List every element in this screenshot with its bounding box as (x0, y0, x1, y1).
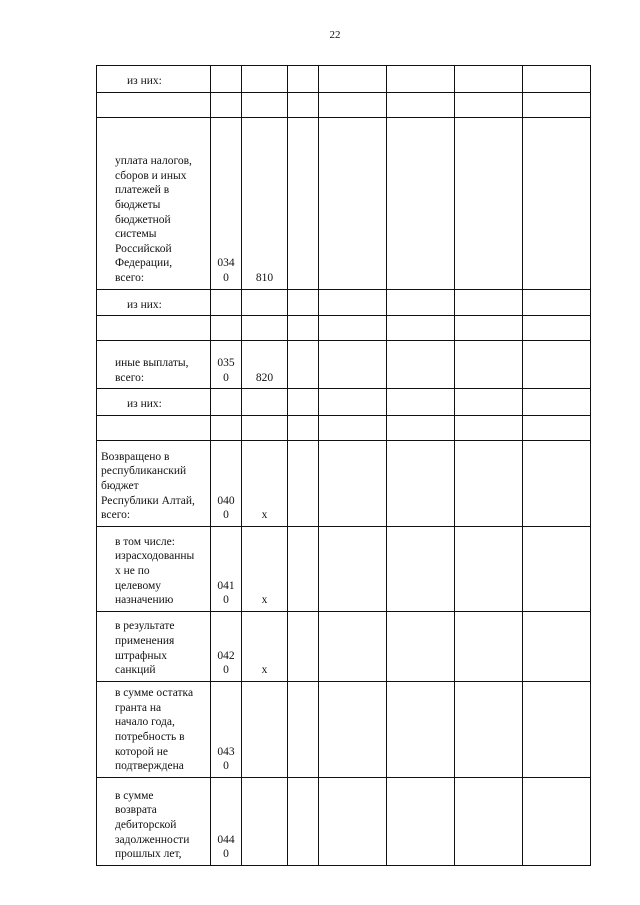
table-row (97, 415, 591, 440)
row-value-cell (455, 777, 523, 865)
row-code-cell (211, 777, 242, 865)
row-label-line: из них: (127, 75, 162, 87)
row-label-line: которой не (115, 745, 169, 758)
row-value-cell (387, 389, 455, 416)
row-kbk-cell (242, 289, 288, 316)
table-row (97, 289, 591, 316)
row-value-cell (523, 415, 591, 440)
row-label-cell (97, 289, 211, 316)
row-label-line: всего: (101, 509, 131, 522)
row-code-line: 044 (217, 833, 235, 846)
row-label-line: Возвращено в (101, 450, 170, 463)
row-kbk-cell: x (242, 440, 288, 526)
row-code-cell (211, 92, 242, 117)
row-label-line: республиканский (101, 465, 187, 478)
table-row (97, 681, 591, 777)
table-row (97, 389, 591, 416)
row-kbk-cell (242, 681, 288, 777)
row-label-cell (97, 117, 211, 289)
row-value-cell (288, 681, 319, 777)
row-label-line: бюджетной (115, 213, 171, 226)
row-value-cell (523, 681, 591, 777)
row-label-line: всего: (115, 371, 145, 384)
row-code-cell (211, 440, 242, 526)
row-code-line: 042 (217, 649, 235, 662)
row-label-line: из них: (127, 298, 162, 311)
row-code-cell (211, 66, 242, 93)
row-label-line: иные выплаты, (115, 357, 189, 369)
row-value-cell (455, 66, 523, 93)
table-row (97, 117, 591, 289)
row-label-cell (97, 440, 211, 526)
row-code-cell (211, 526, 242, 611)
table-row (97, 316, 591, 341)
row-value-cell (319, 341, 387, 389)
row-label-line: возврата (115, 804, 157, 817)
row-value-cell (319, 289, 387, 316)
row-value-cell (387, 440, 455, 526)
row-value-cell (455, 526, 523, 611)
row-value-cell (523, 526, 591, 611)
row-value-cell (455, 415, 523, 440)
row-value-cell (523, 341, 591, 389)
row-label-cell (97, 66, 211, 93)
row-label-line: Республики Алтай, (101, 494, 195, 507)
row-value-cell (387, 681, 455, 777)
row-kbk-cell (242, 92, 288, 117)
row-code-line: 035 (217, 357, 235, 369)
row-value-cell (455, 117, 523, 289)
row-value-cell (523, 117, 591, 289)
row-value-cell (288, 777, 319, 865)
row-label-cell (97, 777, 211, 865)
row-value-cell (387, 611, 455, 681)
row-label-cell (97, 389, 211, 416)
row-value-cell (455, 389, 523, 416)
row-code-cell (211, 341, 242, 389)
table-row (97, 777, 591, 865)
row-label-line: уплата налогов, (115, 155, 192, 168)
row-value-cell (523, 777, 591, 865)
row-label-line: Российской (115, 242, 172, 255)
row-code-cell (211, 415, 242, 440)
row-kbk-cell (242, 415, 288, 440)
row-value-cell (387, 117, 455, 289)
row-label-line: штрафных (115, 649, 167, 662)
row-code-cell (211, 117, 242, 289)
row-value-cell (288, 92, 319, 117)
row-label-line: потребность в (115, 731, 185, 743)
row-value-cell (288, 66, 319, 93)
row-value-cell (523, 389, 591, 416)
row-label-cell (97, 415, 211, 440)
row-value-cell (288, 316, 319, 341)
row-value-cell (319, 316, 387, 341)
row-kbk-cell (242, 66, 288, 93)
row-value-cell (455, 611, 523, 681)
row-value-cell (319, 440, 387, 526)
table-row (97, 92, 591, 117)
row-code-line: 043 (217, 745, 235, 758)
row-value-cell (288, 389, 319, 416)
row-label-line: израсходованны (115, 550, 195, 563)
row-code-cell (211, 389, 242, 416)
row-value-cell (387, 526, 455, 611)
row-value-cell (319, 92, 387, 117)
row-label-line: сборов и иных (115, 169, 187, 182)
grant-return-table (96, 65, 591, 866)
row-label-cell (97, 341, 211, 389)
row-value-cell (387, 289, 455, 316)
table-row (97, 66, 591, 93)
row-value-cell (523, 92, 591, 117)
row-label-line: Федерации, (115, 257, 173, 270)
row-value-cell (523, 611, 591, 681)
row-kbk-cell (242, 777, 288, 865)
row-code-line: 041 (217, 579, 235, 592)
row-label-cell (97, 681, 211, 777)
row-label-line: системы (115, 228, 157, 241)
row-label-cell (97, 611, 211, 681)
row-value-cell (319, 66, 387, 93)
row-value-cell (455, 440, 523, 526)
row-label-line: в сумме остатка (115, 687, 194, 700)
row-value-cell (288, 341, 319, 389)
row-label-line: целевому (115, 579, 162, 592)
row-value-cell (288, 611, 319, 681)
row-label-line: из них: (127, 398, 162, 411)
row-label-cell (97, 316, 211, 341)
row-value-cell (319, 526, 387, 611)
row-kbk-cell: x (242, 611, 288, 681)
row-code-cell (211, 289, 242, 316)
row-label-line: подтверждена (115, 760, 184, 773)
row-code-line: 0 (223, 509, 229, 522)
row-label-line: санкций (115, 664, 156, 677)
row-label-line: бюджеты (115, 199, 161, 212)
row-value-cell (455, 316, 523, 341)
row-code-line: 0 (223, 664, 229, 677)
row-label-line: х не по (115, 565, 150, 577)
table-row (97, 440, 591, 526)
row-code-line: 0 (223, 371, 229, 384)
row-label-cell (97, 526, 211, 611)
row-label-line: в том числе: (115, 535, 175, 548)
row-kbk-cell (242, 389, 288, 416)
table-row (97, 341, 591, 389)
row-label-line: всего: (115, 272, 145, 284)
row-label-line: дебиторской (115, 819, 177, 831)
row-value-cell (455, 681, 523, 777)
row-kbk-cell (242, 316, 288, 341)
row-value-cell (387, 316, 455, 341)
row-value-cell (387, 415, 455, 440)
row-label-line: платежей в (115, 184, 170, 197)
row-value-cell (288, 526, 319, 611)
row-code-cell (211, 681, 242, 777)
row-code-line: 034 (217, 257, 235, 270)
row-value-cell (455, 92, 523, 117)
row-value-cell (523, 440, 591, 526)
row-label-line: гранта на (115, 701, 162, 714)
row-label-line: применения (115, 635, 175, 647)
row-label-line: начало года, (115, 716, 175, 729)
row-value-cell (387, 66, 455, 93)
row-label-cell (97, 92, 211, 117)
row-code-cell (211, 316, 242, 341)
table-body (97, 66, 591, 866)
row-kbk-cell: 810 (242, 117, 288, 289)
row-value-cell (288, 117, 319, 289)
row-code-line: 0 (223, 272, 229, 284)
row-code-line: 0 (223, 760, 229, 773)
row-value-cell (319, 611, 387, 681)
table-row (97, 526, 591, 611)
row-label-line: назначению (115, 594, 174, 607)
row-value-cell (319, 415, 387, 440)
row-label-line: бюджет (101, 480, 139, 492)
row-value-cell (455, 341, 523, 389)
row-value-cell (319, 681, 387, 777)
row-value-cell (288, 415, 319, 440)
row-value-cell (387, 341, 455, 389)
row-value-cell (319, 777, 387, 865)
row-code-line: 040 (217, 494, 235, 507)
row-value-cell (319, 389, 387, 416)
row-code-line: 0 (223, 848, 229, 861)
row-value-cell (288, 289, 319, 316)
row-kbk-cell: 820 (242, 341, 288, 389)
row-value-cell (319, 117, 387, 289)
row-kbk-cell: x (242, 526, 288, 611)
row-value-cell (523, 316, 591, 341)
row-value-cell (387, 777, 455, 865)
row-label-line: в сумме (115, 789, 154, 802)
row-label-line: прошлых лет, (115, 848, 182, 861)
row-value-cell (288, 440, 319, 526)
row-value-cell (523, 289, 591, 316)
row-value-cell (523, 66, 591, 93)
row-label-line: в результате (115, 620, 175, 633)
page-number: 22 (329, 29, 341, 41)
row-code-line: 0 (223, 594, 229, 607)
row-value-cell (387, 92, 455, 117)
table-row (97, 611, 591, 681)
row-code-cell (211, 611, 242, 681)
row-label-line: задолженности (115, 833, 190, 846)
row-value-cell (455, 289, 523, 316)
